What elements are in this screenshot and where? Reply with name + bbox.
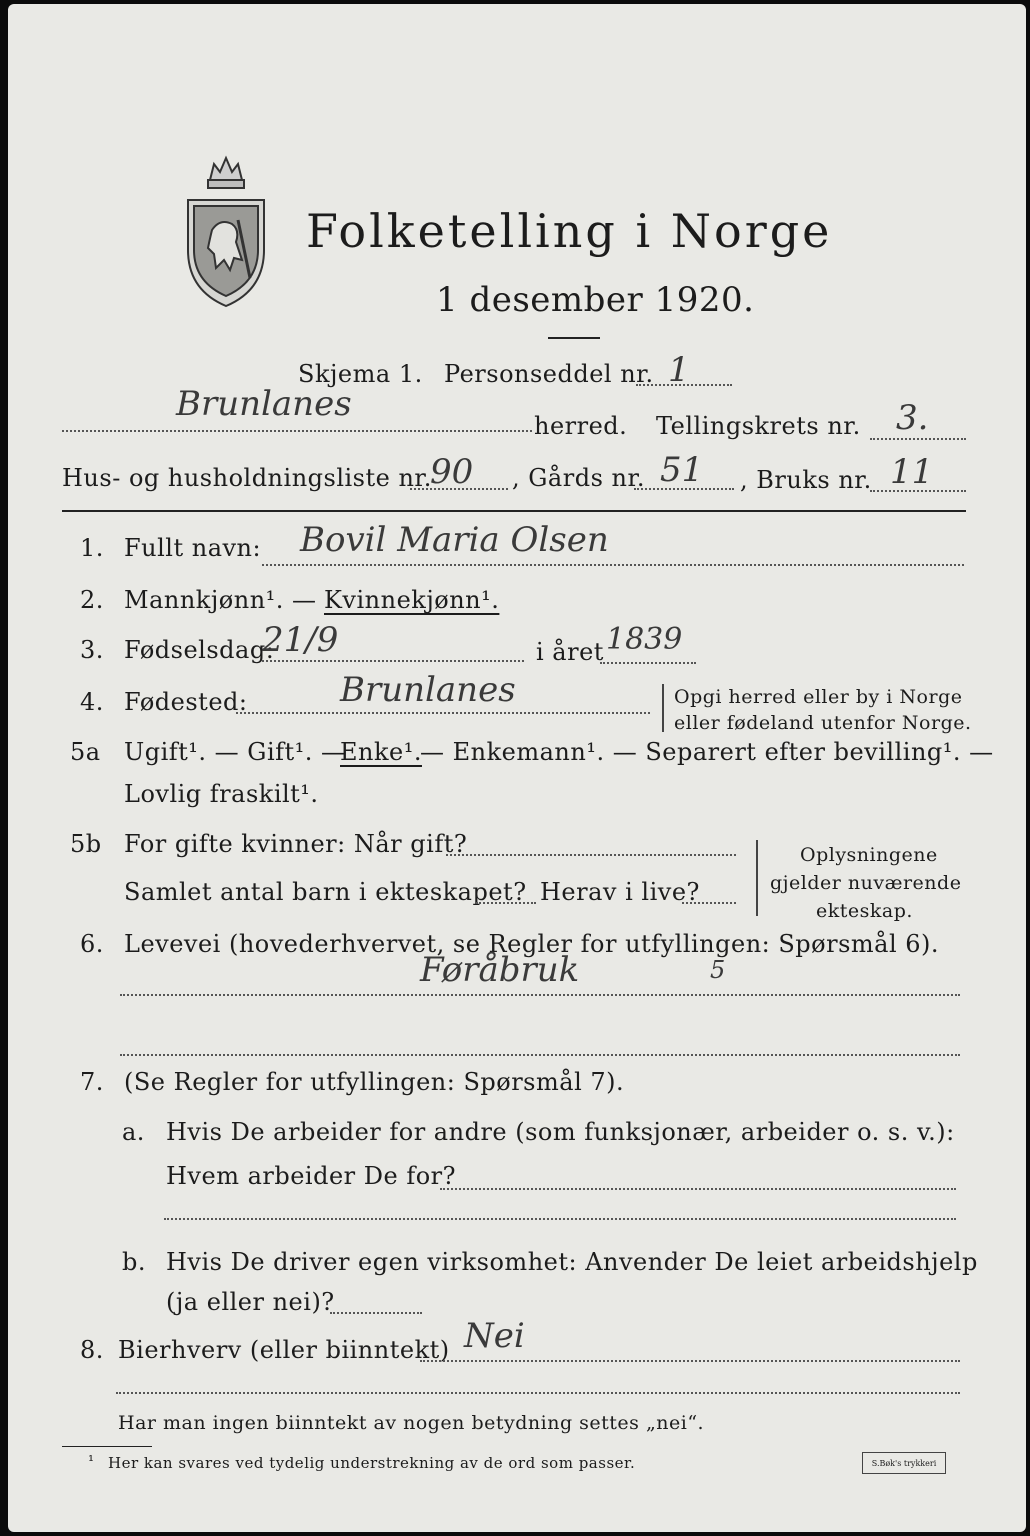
q7b-label2: (ja eller nei)? [166,1288,335,1316]
q5b-note-line1: Oplysningene [800,844,938,866]
q6-value[interactable]: Føråbruk [420,950,580,990]
q3-year-line [600,662,696,664]
hus-label: Hus- og husholdningsliste nr. [62,464,432,492]
q7-label: (Se Regler for utfyllingen: Spørsmål 7). [124,1068,625,1096]
q8-label: Bierhverv (eller biinntekt) [118,1336,450,1364]
q7-number: 7. [80,1068,104,1096]
q5b-note-line3: ekteskap. [816,900,913,922]
q3-year-label: i året [536,638,604,666]
q3-label: Fødselsdag: [124,636,275,664]
q5a-part2: — Enkemann¹. — Separert efter bevilling¹. — [420,738,994,766]
bruks-value[interactable]: 11 [890,452,934,492]
printer-stamp-text: S.Bøk's trykkeri [871,1458,937,1468]
gards-label: , Gårds nr. [512,464,645,492]
q7a-label2: Hvem arbeider De for? [166,1162,457,1190]
footer-note: Har man ingen biinntekt av nogen betydning settes „nei“. [118,1412,705,1434]
q7a-line2 [164,1218,956,1220]
q3-number: 3. [80,636,104,664]
q5b-number: 5b [70,830,102,858]
herred-line [62,430,532,432]
printer-stamp [862,1452,946,1474]
census-date: 1 desember 1920. [436,280,755,320]
header-divider [62,510,966,512]
tellingskrets-value[interactable]: 3. [896,398,929,438]
q6-line1 [120,994,960,996]
q7b-label: Hvis De driver egen virksomhet: Anvender De leiet arbeidshjelp [166,1248,978,1276]
tellingskrets-label: Tellingskrets nr. [656,412,861,440]
q4-note-brace [662,684,664,732]
q5b-line2 [476,902,536,904]
q4-note-line2: eller fødeland utenfor Norge. [674,712,972,734]
q3-value[interactable]: 21/9 [262,620,339,660]
q1-value[interactable]: Bovil Maria Olsen [300,520,609,560]
footnote-text: Her kan svares ved tydelig understrekning av de ord som passer. [108,1454,636,1472]
q7a-line1 [440,1188,956,1190]
footer-divider [62,1446,152,1447]
q5a-number: 5a [70,738,101,766]
tellingskrets-line [870,438,966,440]
hus-value[interactable]: 90 [430,452,474,492]
q4-note-line1: Opgi herred eller by i Norge [674,686,963,708]
q1-line [262,564,964,566]
q6-mark: 5 [710,956,726,984]
q8-value[interactable]: Nei [464,1316,525,1356]
q6-number: 6. [80,930,104,958]
q7a-label: Hvis De arbeider for andre (som funksjonær, arbeider o. s. v.): [166,1118,955,1146]
q5a-line2: Lovlig fraskilt¹. [124,780,319,808]
herred-value[interactable]: Brunlanes [176,384,352,424]
q5b-label1: For gifte kvinner: Når gift? [124,830,468,858]
q8-line2 [116,1392,960,1394]
q5b-note-brace [756,840,758,916]
personseddel-label: Personseddel nr. [444,360,654,388]
q5b-label3: Herav i live? [540,878,700,906]
form-title: Folketelling i Norge [306,204,833,258]
q2-mann: Mannkjønn¹. — [124,586,317,614]
q7b-line [330,1312,422,1314]
gards-value[interactable]: 51 [660,450,704,490]
q2-number: 2. [80,586,104,614]
q8-line1 [420,1360,960,1362]
q4-number: 4. [80,688,104,716]
footnote-mark: ¹ [88,1452,95,1470]
q6-label: Levevei (hovederhvervet, se Regler for utfyllingen: Spørsmål 6). [124,930,940,958]
q1-label: Fullt navn: [124,534,262,562]
q7a-number: a. [122,1118,145,1146]
q8-number: 8. [80,1336,104,1364]
bruks-label: , Bruks nr. [740,466,872,494]
q5a-enke: Enke¹. [340,738,422,766]
q5b-line3 [682,902,736,904]
q1-number: 1. [80,534,104,562]
q5a-part1: Ugift¹. — Gift¹. — [124,738,346,766]
skjema-label: Skjema 1. [298,360,423,388]
q5b-label2: Samlet antal barn i ekteskapet? [124,878,527,906]
title-divider [548,337,600,339]
q7b-number: b. [122,1248,146,1276]
q5b-note-line2: gjelder nuværende [770,872,962,894]
personseddel-value[interactable]: 1 [668,350,690,390]
q3-line [262,660,524,662]
q2-kvinne: Kvinnekjønn¹. [324,586,500,614]
herred-label: herred. [534,412,628,440]
q6-line2 [120,1054,960,1056]
coat-of-arms-icon [180,150,272,310]
q5b-line1 [446,854,736,856]
q3-year-value[interactable]: 1839 [606,622,683,657]
q4-value[interactable]: Brunlanes [340,670,516,710]
q4-label: Fødested: [124,688,248,716]
q4-line [236,712,650,714]
